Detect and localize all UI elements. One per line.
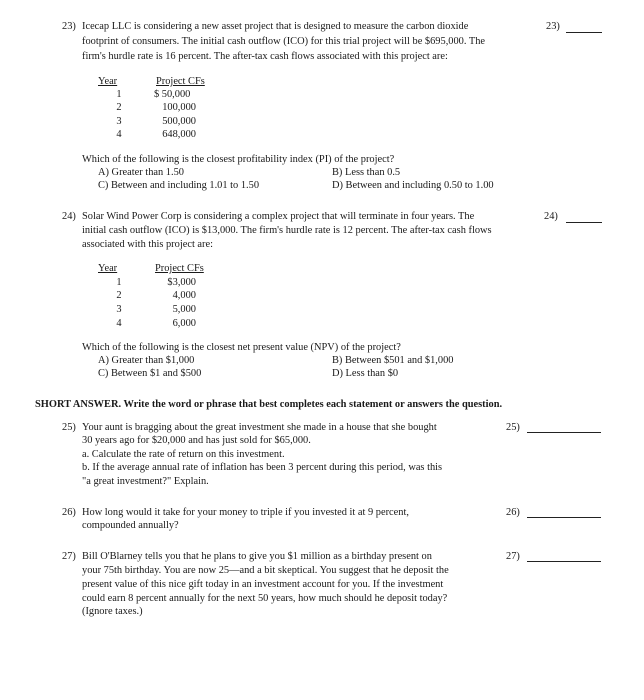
question-number: 26)	[62, 507, 76, 518]
answer-blank[interactable]	[566, 222, 602, 223]
table-cell-cf: 6,000	[172, 318, 196, 329]
answer-label: 25)	[506, 422, 520, 433]
answer-blank[interactable]	[527, 432, 601, 433]
option-d[interactable]: D) Between and including 0.50 to 1.00	[332, 180, 494, 191]
question-text-line: (Ignore taxes.)	[82, 606, 143, 617]
answer-blank[interactable]	[566, 32, 602, 33]
question-text-line: 30 years ago for $20,000 and has just sold for $65,000.	[82, 435, 311, 446]
answer-blank[interactable]	[527, 561, 601, 562]
table-cell-year: 1	[116, 277, 122, 288]
table-cell-year: 2	[116, 290, 122, 301]
question-text-line: Bill O'Blarney tells you that he plans to give you $1 million as a birthday present on	[82, 551, 432, 562]
section-heading: SHORT ANSWER. Write the word or phrase that best completes each statement or answers the question.	[35, 399, 503, 410]
option-d[interactable]: D) Less than $0	[332, 368, 399, 379]
question-text-line: Solar Wind Power Corp is considering a complex project that will terminate in four years. The	[82, 211, 475, 222]
question-prompt: Which of the following is the closest net present value (NPV) of the project?	[82, 342, 401, 353]
table-cell-year: 3	[116, 304, 122, 315]
table-cell-cf: 4,000	[172, 290, 196, 301]
question-text-line: initial cash outflow (ICO) is $13,000. The firm's hurdle rate is 12 percent. The after-tax cash flows	[82, 225, 492, 236]
question-text-line: footprint of consumers. The initial cash outflow (ICO) for this trial project will be $695,000. The	[82, 36, 486, 47]
table-cell-cf: 500,000	[162, 116, 196, 127]
table-cell-year: 2	[116, 102, 122, 113]
option-a[interactable]: A) Greater than $1,000	[98, 355, 195, 366]
question-text-line: b. If the average annual rate of inflation has been 3 percent during this period, was this	[82, 462, 443, 473]
answer-label: 27)	[506, 551, 520, 562]
question-text-line: Icecap LLC is considering a new asset project that is designed to measure the carbon dioxide	[82, 21, 469, 32]
question-text-line: How long would it take for your money to triple if you invested it at 9 percent,	[82, 507, 409, 518]
table-header-year: Year	[98, 76, 118, 87]
question-number: 24)	[62, 211, 76, 222]
table-cell-cf: 5,000	[172, 304, 196, 315]
option-a[interactable]: A) Greater than 1.50	[98, 167, 184, 178]
answer-label: 24)	[544, 211, 558, 222]
answer-label: 23)	[546, 21, 560, 32]
table-cell-year: 1	[116, 89, 122, 100]
option-b[interactable]: B) Between $501 and $1,000	[332, 355, 454, 366]
question-number: 25)	[62, 422, 76, 433]
table-cell-cf: $ 50,000	[154, 89, 191, 100]
table-cell-cf: $3,000	[167, 277, 196, 288]
table-cell-year: 3	[116, 116, 122, 127]
question-number: 27)	[62, 551, 76, 562]
table-cell-year: 4	[116, 129, 122, 140]
question-text-line: present value of this nice gift today in an investment account for you. If the investment	[82, 579, 444, 590]
option-b[interactable]: B) Less than 0.5	[332, 167, 401, 178]
question-text-line: your 75th birthday. You are now 25—and a bit skeptical. You suggest that he deposit the	[82, 565, 449, 576]
question-text-line: could earn 8 percent annually for the next 50 years, how much should he deposit today?	[82, 593, 448, 604]
question-text-line: "a great investment?" Explain.	[82, 476, 209, 487]
question-text-line: compounded annually?	[82, 520, 179, 531]
table-header-year: Year	[98, 263, 118, 274]
answer-blank[interactable]	[527, 517, 601, 518]
table-header-cf: Project CFs	[155, 263, 204, 274]
table-cell-year: 4	[116, 318, 122, 329]
table-header-cf: Project CFs	[156, 76, 205, 87]
question-text-line: a. Calculate the rate of return on this investment.	[82, 449, 285, 460]
answer-label: 26)	[506, 507, 520, 518]
table-cell-cf: 100,000	[162, 102, 196, 113]
option-c[interactable]: C) Between $1 and $500	[98, 368, 202, 379]
question-prompt: Which of the following is the closest profitability index (PI) of the project?	[82, 154, 395, 165]
question-number: 23)	[62, 21, 76, 32]
table-cell-cf: 648,000	[162, 129, 196, 140]
option-c[interactable]: C) Between and including 1.01 to 1.50	[98, 180, 260, 191]
question-text-line: associated with this project are:	[82, 239, 213, 250]
question-text-line: Your aunt is bragging about the great investment she made in a house that she bought	[82, 422, 437, 433]
question-text-line: firm's hurdle rate is 16 percent. The after-tax cash flows associated with this project are:	[82, 51, 448, 62]
